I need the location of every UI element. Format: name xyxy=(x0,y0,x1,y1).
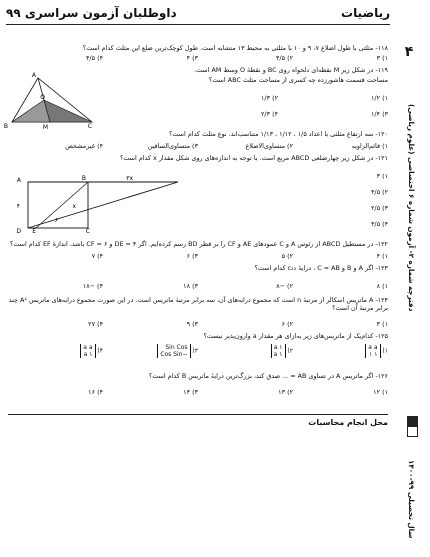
question-126: ۱۲۶- اگر ماتریس A در تساوی AB = ... صدق کند، بزرگ‌ترین درایهٔ ماتریس B کدام است؟ xyxy=(148,372,388,380)
label-O: O xyxy=(40,94,45,101)
option-matrix-4[interactable]: ۴) a a ۱ a xyxy=(8,344,103,358)
sidebar xyxy=(392,6,428,551)
q120-options xyxy=(8,142,388,151)
q122-options xyxy=(8,252,388,261)
q125-options xyxy=(8,344,388,362)
calculation-label: محل انجام محاسبات xyxy=(308,418,388,427)
option[interactable]: ۱) ۳ xyxy=(376,320,388,328)
option[interactable]: ۴) ۲۷ xyxy=(88,320,103,328)
question-121: ۱۲۱- در شکل زیر چهارضلعی ABCD مربع است. با توجه به اندازه‌های روی شکل مقدار x کدام است؟ xyxy=(119,154,388,162)
question-118: ۱۱۸- مثلثی با طول اضلاع ۷، ۹ و ۱۰ با مثلثی به محیط ۱۳ متشابه است. طول کوچک‌ترین ضلع این مثلث کدام است؟ xyxy=(82,44,388,52)
calculation-area xyxy=(8,414,388,427)
option[interactable]: ۳) ۶ xyxy=(186,252,198,260)
marker-square-filled xyxy=(407,416,418,427)
q121-option-4[interactable]: ۴) ۳/۵ xyxy=(371,220,388,228)
question-123: ۱۲۳- اگر A و B و C = AB ، درایهٔ c₂₂ کدام است؟ xyxy=(254,264,388,272)
square-figure xyxy=(18,176,188,234)
q126-options xyxy=(8,388,388,397)
triangle-figure xyxy=(3,70,98,131)
option-matrix-3[interactable]: ۳) Sin Cos −Cos Sin xyxy=(103,344,198,358)
q121-option-2[interactable]: ۲) ۴/۵ xyxy=(371,188,388,196)
option[interactable]: ۴) ۴/۵ xyxy=(86,54,103,62)
option[interactable]: ۲) ۵ xyxy=(281,252,293,260)
option[interactable]: ۲) متساوی‌الاضلاع xyxy=(245,142,293,150)
label-x: x xyxy=(72,203,76,210)
option[interactable]: ۲) ۶ xyxy=(281,320,293,328)
option[interactable]: ۱) ۴ xyxy=(376,252,388,260)
option[interactable]: ۱) ۱۲ xyxy=(373,388,388,396)
option[interactable]: ۳) ۱۴ xyxy=(183,388,198,396)
option[interactable]: ۴) ۱۶ xyxy=(88,388,103,396)
question-125: ۱۲۵- کدام‌یک از ماتریس‌های زیر به‌ازای هر مقدار a وارون‌پذیر نیست؟ xyxy=(203,332,388,340)
exam-title: داوطلبان آزمون سراسری ۹۹ xyxy=(6,6,177,20)
label-B: B xyxy=(3,123,8,130)
option[interactable]: ۴) غیرمشخص xyxy=(65,142,103,150)
option[interactable]: ۱) ۳ xyxy=(376,54,388,62)
option[interactable]: ۳) متساوی‌الساقین xyxy=(147,142,198,150)
q123-options xyxy=(8,282,388,291)
q119-option-3[interactable]: ۳) ۱/۴ xyxy=(371,110,388,118)
label-3x: ۳x xyxy=(126,175,133,182)
question-122: ۱۲۲- در مستطیل ABCD از رئوس A و C عمودهای AE و CF را بر قطر BD رسم کرده‌ایم. اگر DE = ۴ و CF = ۶ باشد، اندازهٔ EF کدام است؟ xyxy=(9,240,388,248)
question-124: ۱۲۴- A ماتریس اسکالر از مرتبهٔ n است که مجموع درایه‌های آن، سه برابر مرتبهٔ ماتریس است. در این صورت مجموع درایه‌های ماتریس A² چند برابر مرتبهٔ آن است؟ xyxy=(8,296,388,312)
page-number: ۴ xyxy=(404,44,414,60)
q124-options xyxy=(8,320,388,329)
label-M: M xyxy=(42,124,48,131)
question-119-line2: مساحت قسمت هاشورزده چه کسری از مساحت مثلث ABC است؟ xyxy=(208,76,388,84)
label-6: ۶ xyxy=(54,217,58,224)
label-D: D xyxy=(16,228,21,235)
label-B: B xyxy=(81,175,86,182)
option[interactable]: ۴) −۱۸ xyxy=(82,282,103,290)
option[interactable]: ۳) ۴ xyxy=(186,54,198,62)
option-matrix-2[interactable]: ۲) a ۱ ۱ a xyxy=(198,344,293,358)
question-119: ۱۱۹- در شکل زیر M نقطه‌ای دلخواه روی BC و نقطهٔ O وسط AM است. xyxy=(194,66,388,74)
label-4: ۴ xyxy=(16,203,20,210)
q119-option-2[interactable]: ۲) ۱/۳ xyxy=(261,94,278,102)
q119-option-4[interactable]: ۴) ۲/۳ xyxy=(261,110,278,118)
label-E: E xyxy=(32,228,36,235)
questions xyxy=(3,30,388,410)
question-120: ۱۲۰- سه ارتفاع مثلثی با اعداد ۱/۵ ، ۱/۱۲ ، ۱/۱۳ متناسب‌اند. نوع مثلث کدام است؟ xyxy=(169,130,388,138)
q118-options xyxy=(8,54,388,63)
option[interactable]: ۱) قائم‌الزاویه xyxy=(351,142,388,150)
label-C: C xyxy=(85,228,90,235)
option[interactable]: ۲) ۱۳ xyxy=(278,388,293,396)
q121-option-1[interactable]: ۱) ۳ xyxy=(376,172,388,180)
subject-title: ریاضیات xyxy=(341,6,390,20)
page-header xyxy=(6,6,390,25)
label-C: C xyxy=(87,123,92,130)
q121-option-3[interactable]: ۳) ۲/۵ xyxy=(371,204,388,212)
label-A: A xyxy=(31,72,36,79)
option[interactable]: ۳) ۹ xyxy=(186,320,198,328)
option-matrix-1[interactable]: ۱) a a ۱ ۱ xyxy=(293,344,388,358)
school-year: سال تحصیلی ۹۹-۱۴۰۰ xyxy=(407,459,416,539)
option[interactable]: ۳) ۱۸ xyxy=(183,282,198,290)
label-A: A xyxy=(16,177,21,184)
booklet-info: دفترچه شماره ۲- آزمون شماره ۶ اختصاصی (علوم ریاضی) xyxy=(407,104,416,312)
option[interactable]: ۲) ۴/۵ xyxy=(276,54,293,62)
option[interactable]: ۴) ۷ xyxy=(91,252,103,260)
marker-square xyxy=(407,426,418,437)
q119-option-1[interactable]: ۱) ۱/۲ xyxy=(371,94,388,102)
option[interactable]: ۱) ۸ xyxy=(376,282,388,290)
option[interactable]: ۲) −۸ xyxy=(276,282,293,290)
